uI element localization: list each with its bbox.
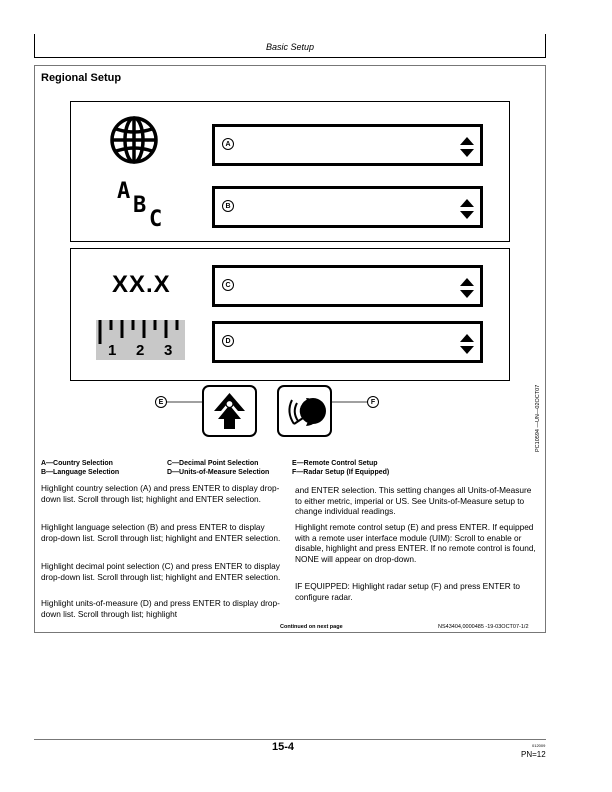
remote-control-setup-button[interactable] [202,385,257,437]
callout-lines [150,390,390,420]
abc-language-icon [117,179,177,234]
ruler-number-1: 1 [108,342,117,359]
decimal-point-icon: XX.X [112,271,171,298]
up-down-arrows-icon[interactable] [459,136,475,158]
body-paragraph: Highlight units-of-measure (D) and press ENTER to display drop-down list. Scroll through list; highlight [41,598,280,619]
radar-setup-button[interactable] [277,385,332,437]
legend-item-b: B—Language Selection [41,469,120,476]
legend-col-1 [41,459,119,477]
page-number: 15-4 [272,741,295,753]
marker-b: B [222,200,234,212]
abc-letter-b: B [133,193,147,218]
body-paragraph: Highlight remote control setup (E) and press ENTER. If equipped with a remote user interface module (UIM): Scroll to enable or disable, highlight and press ENTER. If no remote control is found, NONE will appear on drop-down. [295,522,536,564]
header-title: Basic Setup [265,42,315,52]
language-selection-field[interactable] [212,186,483,228]
legend-item-d: D—Units-of-Measure Selection [167,469,270,476]
pn-label: PN=12 [521,750,546,759]
continued-note: Continued on next page [280,624,343,630]
up-down-arrows-icon[interactable] [459,198,475,220]
ruler-number-3: 3 [164,342,173,359]
legend-item-c: C—Decimal Point Selection [167,460,259,467]
footer-small-code: 012009 [532,743,546,748]
body-paragraph: Highlight language selection (B) and press ENTER to display drop-down list. Scroll through list; highlight and ENTER selection. [41,522,281,543]
ruler-number-2: 2 [136,342,145,359]
marker-a: A [222,138,234,150]
marker-d: D [222,335,234,347]
up-down-arrows-icon[interactable] [459,333,475,355]
remote-control-icon [207,389,252,433]
body-paragraph: Highlight decimal point selection (C) and press ENTER to display drop-down list. Scroll through list; highlight and ENTER selection. [41,561,281,582]
ruler-icon [96,320,185,360]
legend-col-2 [167,459,269,477]
body-paragraph: and ENTER selection. This setting changes all Units-of-Measure to either metric, imperial or US. See Units-of-Measure setup to change individual readings. [295,485,532,517]
abc-letter-a: A [117,179,131,204]
marker-e: E [155,396,167,408]
up-down-arrows-icon[interactable] [459,277,475,299]
marker-c: C [222,279,234,291]
units-of-measure-selection-field[interactable] [212,321,483,363]
body-paragraph: Highlight country selection (A) and press ENTER to display drop-down list. Scroll through list; highlight and ENTER selection. [41,483,280,504]
decimal-point-selection-field[interactable] [212,265,483,307]
legend-col-3 [292,459,389,477]
section-title: Regional Setup [41,72,122,84]
figure-code: PC10594 —UN—02OCT07 [535,384,541,452]
header-frame [34,34,546,58]
abc-letter-c: C [149,207,163,232]
legend-item-a: A—Country Selection [41,460,113,467]
legend-item-e: E—Remote Control Setup [292,460,378,467]
document-code: NS43404,0000485 -19-03OCT07-1/2 [438,624,529,630]
radar-icon [282,390,327,434]
legend-item-f: F—Radar Setup (If Equipped) [292,469,390,476]
marker-f: F [367,396,379,408]
footer-rule [34,739,546,740]
country-selection-field[interactable] [212,124,483,166]
globe-icon [108,113,160,167]
body-paragraph: IF EQUIPPED: Highlight radar setup (F) and press ENTER to configure radar. [295,581,521,602]
